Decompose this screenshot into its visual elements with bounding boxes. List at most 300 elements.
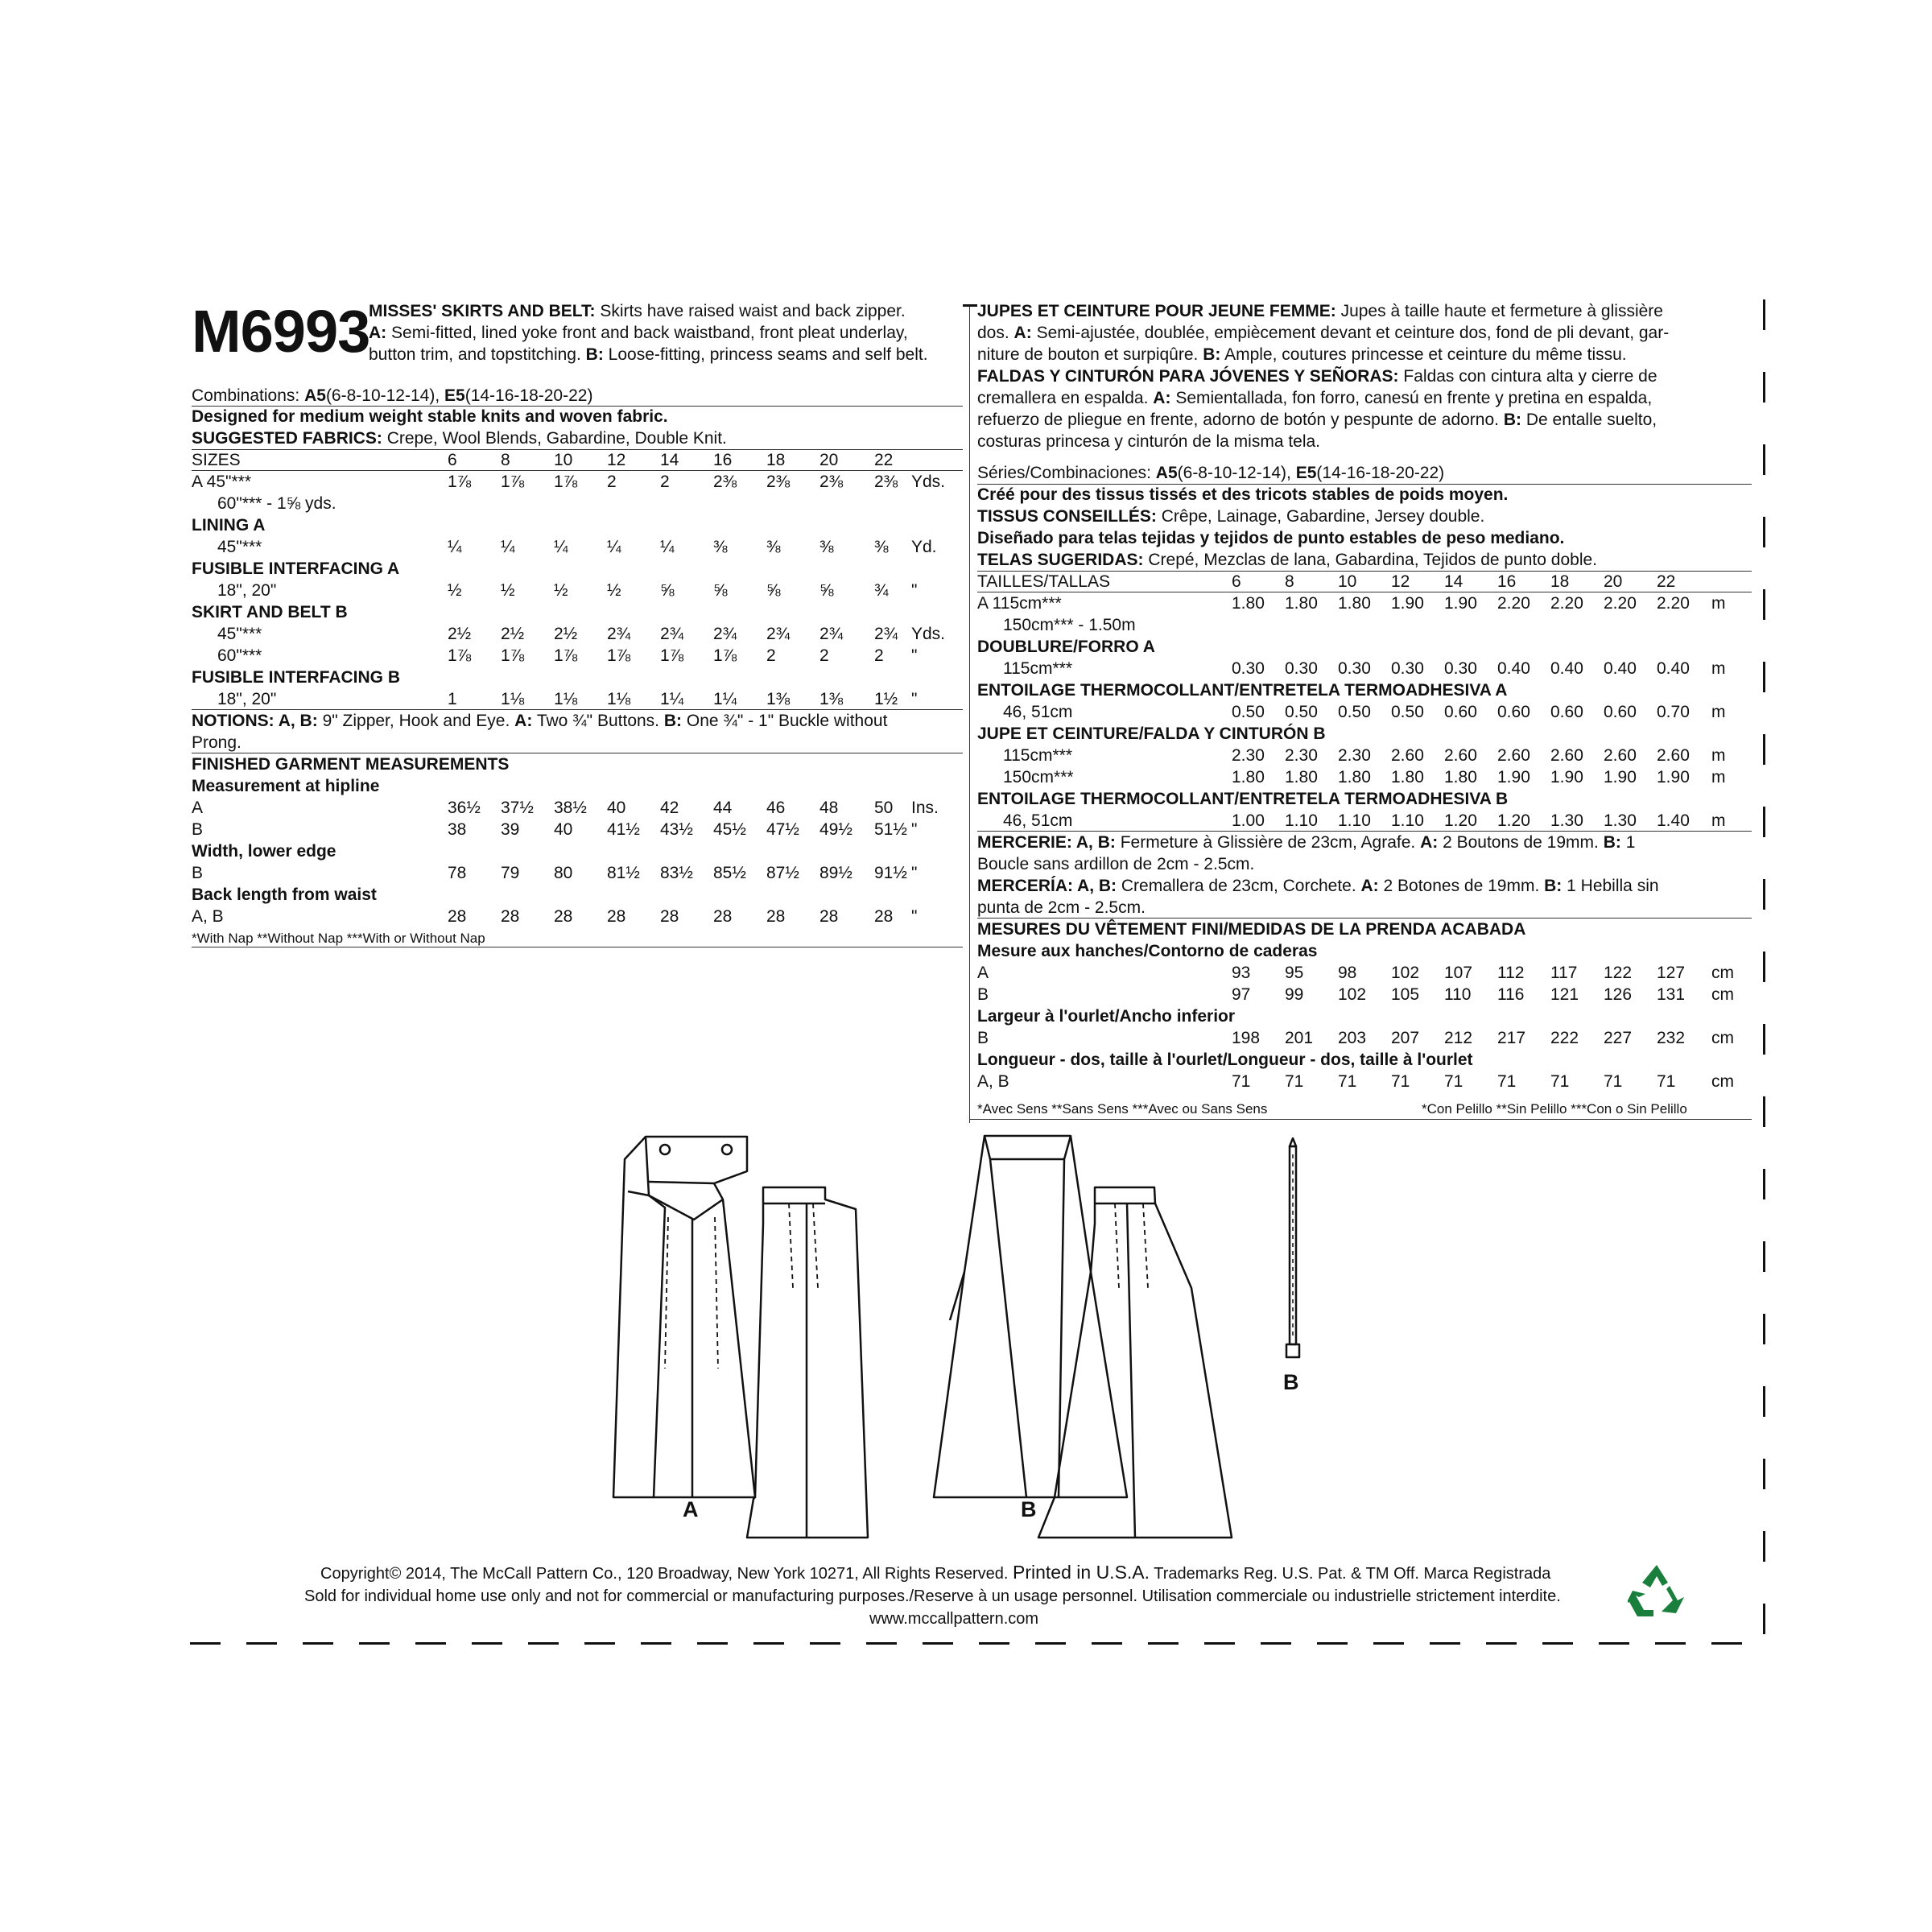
- row-label: 18", 20": [217, 690, 277, 708]
- meas-label: A, B: [192, 907, 224, 926]
- meas-value: 36½: [448, 799, 481, 817]
- row-label: 60"*** - 1⅝ yds.: [217, 494, 336, 513]
- fr-title: JUPES ET CEINTURE POUR JEUNE FEMME:: [977, 302, 1336, 320]
- en-width-label: Width, lower edge: [192, 842, 336, 861]
- row-unit: m: [1711, 746, 1726, 765]
- meas-value: 207: [1391, 1029, 1420, 1047]
- meas-value: 217: [1497, 1029, 1526, 1047]
- meas-value: 42: [660, 799, 679, 817]
- size-header: 14: [660, 451, 679, 469]
- row-value: 1¼: [713, 690, 737, 708]
- es-merceria-part: A:: [1360, 877, 1384, 895]
- divider: [969, 1119, 1752, 1120]
- fr-fabrics-label: TISSUS CONSEILLÉS:: [977, 507, 1157, 526]
- meas-value: 102: [1338, 985, 1367, 1004]
- size-header: 6: [448, 451, 457, 469]
- fr-combo-e: E5: [1295, 464, 1317, 482]
- row-unit: m: [1711, 811, 1726, 830]
- es-merceria-cont: punta de 2cm - 2.5cm.: [977, 898, 1146, 917]
- fr-hip-label: Mesure aux hanches/Contorno de caderas: [977, 942, 1318, 960]
- row-value: 2⅜: [819, 473, 844, 491]
- size-header: 8: [501, 451, 510, 469]
- fr-footnote: *Avec Sens **Sans Sens ***Avec ou Sans Sens: [977, 1101, 1268, 1117]
- size-header: 16: [1497, 572, 1517, 591]
- row-unit: ": [911, 581, 918, 600]
- meas-value: 28: [874, 907, 894, 926]
- row-value: 2: [819, 646, 829, 665]
- row-value: 2¾: [874, 625, 898, 643]
- row-value: 2¾: [819, 625, 844, 643]
- row-value: 2⅜: [713, 473, 737, 491]
- row-value: 2⅜: [766, 473, 791, 491]
- row-label: 18", 20": [217, 581, 277, 600]
- row-value: 0.50: [1232, 703, 1265, 721]
- row-value: 0.40: [1604, 659, 1637, 678]
- row-value: ⅝: [660, 581, 675, 600]
- row-value: 1.10: [1391, 811, 1424, 830]
- notions-label: NOTIONS: A, B:: [192, 712, 318, 730]
- meas-value: 95: [1285, 964, 1304, 982]
- size-header: 10: [554, 451, 573, 469]
- row-value: 1.20: [1497, 811, 1530, 830]
- row-value: 0.60: [1497, 703, 1530, 721]
- meas-value: 28: [766, 907, 786, 926]
- meas-value: 97: [1232, 985, 1251, 1004]
- row-value: 1: [448, 690, 457, 708]
- es-desc2: cremallera en espalda.: [977, 389, 1149, 407]
- row-heading: ENTOILAGE THERMOCOLLANT/ENTRETELA TERMOADHESIVA A: [977, 681, 1508, 700]
- row-value: ¼: [607, 538, 621, 556]
- es-merceria-part: B:: [1544, 877, 1567, 895]
- row-value: ¼: [554, 538, 568, 556]
- row-value: 2.30: [1338, 746, 1371, 765]
- meas-value: 122: [1604, 964, 1633, 982]
- row-value: 2¾: [713, 625, 737, 643]
- meas-value: 80: [554, 864, 573, 882]
- row-unit: Yds.: [911, 473, 946, 491]
- row-value: 1⅜: [766, 690, 791, 708]
- row-value: 0.50: [1285, 703, 1318, 721]
- es-merceria-part: 1 Hebilla sin: [1567, 877, 1659, 895]
- meas-value: 28: [448, 907, 467, 926]
- row-value: 1.80: [1338, 594, 1371, 613]
- row-value: 1⅞: [501, 473, 525, 491]
- meas-value: 28: [607, 907, 626, 926]
- fr-combo-a-sizes: (6-8-10-12-14),: [1177, 464, 1291, 482]
- meas-value: 71: [1232, 1072, 1251, 1091]
- row-value: 2: [607, 473, 617, 491]
- row-value: 1⅞: [607, 646, 631, 665]
- meas-label: A: [977, 964, 989, 982]
- en-combo-a-sizes: (6-8-10-12-14),: [325, 386, 440, 405]
- es-footnote: *Con Pelillo **Sin Pelillo ***Con o Sin Pelillo: [1422, 1101, 1687, 1117]
- meas-value: 71: [1444, 1072, 1463, 1091]
- row-unit: Yd.: [911, 538, 937, 556]
- trademarks: Trademarks Reg. U.S. Pat. & TM Off. Marca Registrada: [1154, 1565, 1551, 1583]
- meas-value: 127: [1657, 964, 1686, 982]
- row-value: 2½: [554, 625, 578, 643]
- fr-combo-e-sizes: (14-16-18-20-22): [1316, 464, 1445, 482]
- es-desc3c: De entalle suelto,: [1525, 411, 1657, 429]
- fr-desc2a: dos.: [977, 324, 1009, 342]
- size-header: 16: [713, 451, 733, 469]
- en-finished-label: FINISHED GARMENT MEASUREMENTS: [192, 755, 510, 774]
- size-header: 12: [1391, 572, 1410, 591]
- row-value: 1.90: [1391, 594, 1424, 613]
- printed-in: Printed in U.S.A.: [1013, 1562, 1150, 1583]
- row-value: 1⅞: [448, 473, 472, 491]
- meas-unit: ": [911, 864, 918, 882]
- row-value: 1.90: [1657, 768, 1690, 786]
- meas-value: 37½: [501, 799, 534, 817]
- size-header: 22: [874, 451, 894, 469]
- row-value: 2½: [501, 625, 525, 643]
- fr-mercerie: [977, 832, 1635, 853]
- row-value: 2: [874, 646, 884, 665]
- meas-value: 79: [501, 864, 520, 882]
- row-value: ¼: [660, 538, 675, 556]
- row-value: ½: [501, 581, 515, 600]
- row-value: 1⅞: [713, 646, 737, 665]
- row-value: 1.30: [1550, 811, 1583, 830]
- meas-value: 28: [660, 907, 679, 926]
- row-heading: LINING A: [192, 516, 266, 535]
- row-heading: FUSIBLE INTERFACING B: [192, 668, 401, 687]
- meas-unit: cm: [1711, 1029, 1734, 1047]
- row-label: 150cm***: [1003, 768, 1074, 786]
- row-value: ⅜: [819, 538, 834, 556]
- row-value: ½: [607, 581, 621, 600]
- sizes-label: SIZES: [192, 451, 241, 469]
- row-value: 1.80: [1338, 768, 1371, 786]
- row-value: 2.20: [1657, 594, 1690, 613]
- copyright: Copyright© 2014, The McCall Pattern Co., 120 Broadway, New York 10271, All Rights Reserved.: [320, 1565, 1009, 1583]
- row-value: 1.30: [1604, 811, 1637, 830]
- row-value: 2⅜: [874, 473, 898, 491]
- fr-mercerie-part: 2 Boutons de 19mm.: [1443, 833, 1604, 852]
- row-value: 2.60: [1657, 746, 1690, 765]
- row-value: ¾: [874, 581, 889, 600]
- meas-label: A, B: [977, 1072, 1009, 1091]
- row-value: 1⅛: [501, 690, 525, 708]
- en-combos-label: Combinations:: [192, 386, 300, 405]
- meas-unit: ": [911, 907, 918, 926]
- meas-value: 203: [1338, 1029, 1367, 1047]
- meas-value: 83½: [660, 864, 693, 882]
- view-b-belt-drawing: [1286, 1138, 1299, 1357]
- en-notions-cont: Prong.: [192, 733, 242, 752]
- size-header: 20: [819, 451, 839, 469]
- row-value: ⅜: [713, 538, 728, 556]
- row-value: ¼: [448, 538, 462, 556]
- row-value: 1.00: [1232, 811, 1265, 830]
- row-value: 1⅞: [554, 646, 578, 665]
- fr-mercerie-part: A:: [1420, 833, 1443, 852]
- row-value: 2.60: [1550, 746, 1583, 765]
- meas-value: 39: [501, 820, 520, 839]
- en-fabrics-text: Crepe, Wool Blends, Gabardine, Double Knit.: [386, 429, 727, 448]
- row-value: 2¾: [766, 625, 791, 643]
- row-value: 1.20: [1444, 811, 1477, 830]
- meas-value: 117: [1550, 964, 1578, 982]
- fr-mercerie-part: Fermeture à Glissière de 23cm, Agrafe.: [1120, 833, 1421, 852]
- meas-label: B: [192, 820, 204, 839]
- row-value: ¼: [501, 538, 515, 556]
- meas-unit: cm: [1711, 985, 1734, 1004]
- website: www.mccallpattern.com: [869, 1610, 1039, 1628]
- row-value: ⅝: [766, 581, 781, 600]
- en-combo-e: E5: [444, 386, 465, 405]
- row-value: 1⅞: [448, 646, 472, 665]
- row-label: 115cm***: [1003, 659, 1072, 678]
- row-value: 0.60: [1550, 703, 1583, 721]
- meas-value: 51½: [874, 820, 907, 839]
- notions-a-text: Two ¾" Buttons.: [536, 712, 660, 730]
- meas-value: 91½: [874, 864, 907, 882]
- view-b-label: B: [1021, 1497, 1037, 1521]
- fr-combos-label: Séries/Combinaciones:: [977, 464, 1151, 482]
- es-desc4: costuras princesa y cinturón de la misma tela.: [977, 432, 1321, 451]
- copyright-line: [320, 1562, 1550, 1585]
- fr-mercerie-part: MERCERIE: A, B:: [977, 833, 1121, 852]
- row-value: 2.60: [1497, 746, 1530, 765]
- row-value: 0.60: [1604, 703, 1637, 721]
- row-unit: ": [911, 646, 918, 665]
- meas-unit: ": [911, 820, 918, 839]
- size-header: 10: [1338, 572, 1357, 591]
- row-value: 2.20: [1497, 594, 1530, 613]
- notions-text: 9" Zipper, Hook and Eye.: [322, 712, 510, 730]
- en-notions: [192, 710, 887, 732]
- row-value: 1.90: [1444, 594, 1477, 613]
- meas-value: 38½: [554, 799, 587, 817]
- meas-value: 44: [713, 799, 733, 817]
- row-value: 0.40: [1497, 659, 1530, 678]
- size-header: 6: [1232, 572, 1241, 591]
- pattern-number: M6993: [192, 298, 370, 365]
- size-header: 22: [1657, 572, 1676, 591]
- row-value: 0.60: [1444, 703, 1477, 721]
- belt-b-label: B: [1283, 1370, 1299, 1394]
- en-designed: Designed for medium weight stable knits and woven fabric.: [192, 407, 668, 426]
- row-value: 1.10: [1338, 811, 1371, 830]
- es-merceria-part: MERCERÍA: A, B:: [977, 877, 1121, 895]
- row-unit: ": [911, 690, 918, 708]
- meas-value: 47½: [766, 820, 799, 839]
- fr-mercerie-part: B:: [1603, 833, 1626, 852]
- meas-value: 28: [713, 907, 733, 926]
- row-value: 0.30: [1338, 659, 1371, 678]
- row-label: A 115cm***: [977, 594, 1062, 613]
- row-value: 0.40: [1657, 659, 1690, 678]
- row-value: 2.20: [1550, 594, 1583, 613]
- meas-value: 50: [874, 799, 894, 817]
- meas-value: 28: [819, 907, 839, 926]
- row-value: 1.80: [1232, 594, 1265, 613]
- meas-value: 116: [1497, 985, 1525, 1004]
- meas-value: 71: [1497, 1072, 1517, 1091]
- sizes-label: TAILLES/TALLAS: [977, 572, 1110, 591]
- row-value: 1.40: [1657, 811, 1690, 830]
- es-merceria: [977, 875, 1659, 897]
- row-value: 1.90: [1550, 768, 1583, 786]
- row-label: 45"***: [217, 538, 262, 556]
- en-desc3: button trim, and topstitching.: [369, 345, 581, 364]
- row-value: 0.50: [1338, 703, 1371, 721]
- row-unit: m: [1711, 703, 1726, 721]
- es-fabrics-label: TELAS SUGERIDAS:: [977, 551, 1144, 569]
- row-value: 0.40: [1550, 659, 1583, 678]
- meas-unit: Ins.: [911, 799, 939, 817]
- view-b-front-drawing: [934, 1136, 1127, 1497]
- row-value: ⅝: [713, 581, 728, 600]
- view-a-back-drawing: [747, 1187, 868, 1538]
- meas-value: 40: [554, 820, 573, 839]
- es-merceria-part: 2 Botones de 19mm.: [1383, 877, 1545, 895]
- row-value: 1.80: [1232, 768, 1265, 786]
- recycle-icon: [1628, 1563, 1686, 1618]
- size-header: 8: [1285, 572, 1294, 591]
- fr-desc2: Semi-ajustée, doublée, empiècement devant et ceinture dos, fond de pli devant, gar-: [1036, 324, 1670, 342]
- en-desc1: Skirts have raised waist and back zipper.: [600, 302, 906, 320]
- row-value: 1¼: [660, 690, 684, 708]
- row-unit: m: [1711, 659, 1726, 678]
- row-value: ⅝: [819, 581, 834, 600]
- en-combo-e-sizes: (14-16-18-20-22): [464, 386, 593, 405]
- row-value: 0.30: [1232, 659, 1265, 678]
- row-value: 2.20: [1604, 594, 1637, 613]
- fr-designed: Créé pour des tissus tissés et des tricots stables de poids moyen.: [977, 485, 1509, 504]
- row-unit: m: [1711, 768, 1726, 786]
- meas-value: 110: [1444, 985, 1472, 1004]
- meas-value: 222: [1550, 1029, 1579, 1047]
- row-value: 1.80: [1285, 768, 1318, 786]
- row-value: 1.90: [1604, 768, 1637, 786]
- meas-value: 71: [1604, 1072, 1623, 1091]
- meas-value: 48: [819, 799, 839, 817]
- sold-notice: Sold for individual home use only and not for commercial or manufacturing purposes./Reserve à un usage personnel. Utilisation commerciale ou industrielle strictement interdite.: [304, 1587, 1561, 1605]
- meas-value: 232: [1657, 1029, 1686, 1047]
- fr-combo-a: A5: [1155, 464, 1178, 482]
- meas-value: 41½: [607, 820, 640, 839]
- en-hip-label: Measurement at hipline: [192, 777, 380, 795]
- fr-width-label: Largeur à l'ourlet/Ancho inferior: [977, 1007, 1236, 1026]
- meas-value: 38: [448, 820, 467, 839]
- row-label: 46, 51cm: [1003, 703, 1073, 721]
- row-label: 150cm*** - 1.50m: [1003, 616, 1136, 634]
- meas-value: 227: [1604, 1029, 1633, 1047]
- view-b-back-drawing: [1038, 1187, 1232, 1538]
- en-title: MISSES' SKIRTS AND BELT:: [369, 302, 596, 320]
- row-value: 1.90: [1497, 768, 1530, 786]
- meas-value: 71: [1550, 1072, 1570, 1091]
- row-value: 2: [766, 646, 776, 665]
- row-value: 0.30: [1444, 659, 1477, 678]
- notions-b-label: B:: [663, 712, 683, 730]
- meas-value: 102: [1391, 964, 1420, 982]
- meas-value: 28: [501, 907, 520, 926]
- row-value: 2.30: [1232, 746, 1265, 765]
- row-unit: Yds.: [911, 625, 946, 643]
- row-value: 2.30: [1285, 746, 1318, 765]
- meas-unit: cm: [1711, 1072, 1734, 1091]
- es-desc2-label: A:: [1153, 389, 1171, 407]
- meas-value: 105: [1391, 985, 1420, 1004]
- meas-value: 43½: [660, 820, 693, 839]
- meas-label: B: [192, 864, 204, 882]
- size-header: 12: [607, 451, 626, 469]
- view-a-front-drawing: [613, 1137, 755, 1497]
- fr-back-label: Longueur - dos, taille à l'ourlet/Longueur - dos, taille à l'ourlet: [977, 1051, 1473, 1069]
- row-value: ⅜: [766, 538, 781, 556]
- row-value: 2.60: [1604, 746, 1637, 765]
- row-value: 1⅜: [819, 690, 844, 708]
- meas-value: 71: [1285, 1072, 1304, 1091]
- meas-value: 46: [766, 799, 786, 817]
- row-value: 2: [660, 473, 670, 491]
- row-value: 1⅛: [554, 690, 578, 708]
- row-heading: FUSIBLE INTERFACING A: [192, 559, 400, 578]
- fr-desc3c: Ample, coutures princesse et ceinture du même tissu.: [1224, 345, 1627, 364]
- row-value: ½: [448, 581, 462, 600]
- meas-value: 198: [1232, 1029, 1261, 1047]
- row-value: 1⅞: [554, 473, 578, 491]
- row-value: 0.30: [1285, 659, 1318, 678]
- meas-value: 45½: [713, 820, 746, 839]
- row-label: A 45"***: [192, 473, 252, 491]
- es-designed: Diseñado para telas tejidas y tejidos de punto estables de peso mediano.: [977, 529, 1565, 547]
- meas-value: 71: [1657, 1072, 1676, 1091]
- row-value: 2.60: [1391, 746, 1424, 765]
- meas-value: 87½: [766, 864, 799, 882]
- meas-value: 99: [1285, 985, 1304, 1004]
- fr-fabrics-text: Crêpe, Lainage, Gabardine, Jersey double.: [1161, 507, 1485, 526]
- meas-value: 126: [1604, 985, 1633, 1004]
- row-value: 0.70: [1657, 703, 1690, 721]
- row-value: 2¾: [607, 625, 631, 643]
- en-combo-a: A5: [304, 386, 326, 405]
- meas-value: 98: [1338, 964, 1357, 982]
- row-label: 115cm***: [1003, 746, 1072, 765]
- meas-value: 40: [607, 799, 626, 817]
- meas-value: 121: [1550, 985, 1579, 1004]
- meas-value: 107: [1444, 964, 1473, 982]
- row-unit: m: [1711, 594, 1726, 613]
- meas-value: 112: [1497, 964, 1525, 982]
- row-value: 2¾: [660, 625, 684, 643]
- meas-value: 89½: [819, 864, 852, 882]
- view-a-label: A: [683, 1497, 699, 1521]
- meas-value: 131: [1657, 985, 1686, 1004]
- meas-value: 71: [1391, 1072, 1410, 1091]
- fr-desc1: Jupes à taille haute et fermeture à glissière: [1340, 302, 1663, 320]
- row-value: 1.80: [1285, 594, 1318, 613]
- es-desc1: Faldas con cintura alta y cierre de: [1403, 367, 1657, 386]
- row-heading: DOUBLURE/FORRO A: [977, 638, 1155, 656]
- en-footnote: *With Nap **Without Nap ***With or Without Nap: [192, 931, 485, 946]
- fr-desc3-label: B:: [1203, 345, 1221, 364]
- en-fabrics-label: SUGGESTED FABRICS:: [192, 429, 382, 448]
- meas-label: B: [977, 985, 989, 1004]
- es-desc3: refuerzo de pliegue en frente, adorno de botón y pespunte de adorno.: [977, 411, 1499, 429]
- row-value: 1⅞: [501, 646, 525, 665]
- row-heading: ENTOILAGE THERMOCOLLANT/ENTRETELA TERMOADHESIVA B: [977, 790, 1509, 808]
- meas-label: B: [977, 1029, 989, 1047]
- row-value: 1⅛: [607, 690, 631, 708]
- row-label: 45"***: [217, 625, 262, 643]
- row-value: 2½: [448, 625, 472, 643]
- es-merceria-part: Cremallera de 23cm, Corchete.: [1121, 877, 1361, 895]
